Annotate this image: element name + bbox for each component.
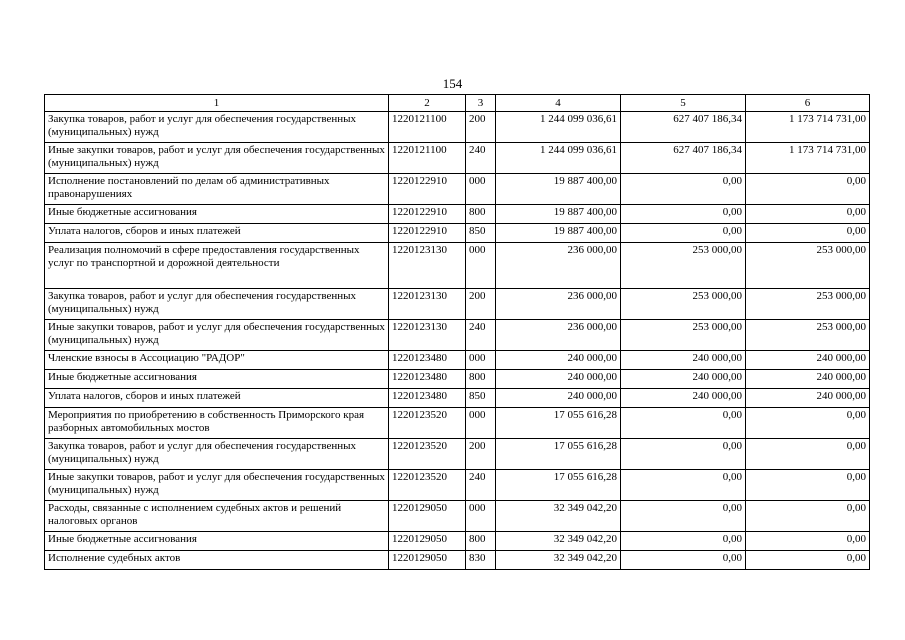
row-code: 1220123130 [389, 320, 466, 351]
row-value-col6: 0,00 [746, 174, 870, 205]
row-value-col6: 240 000,00 [746, 351, 870, 370]
row-code: 1220122910 [389, 174, 466, 205]
row-name: Членские взносы в Ассоциацию "РАДОР" [45, 351, 389, 370]
table-row [45, 143, 870, 174]
row-value-col6: 1 173 714 731,00 [746, 112, 870, 143]
row-name: Иные закупки товаров, работ и услуг для обеспечения государственных (муниципальных) нужд [45, 143, 389, 174]
row-value-col5: 253 000,00 [621, 320, 746, 351]
row-value-col6: 253 000,00 [746, 289, 870, 320]
table-row [45, 389, 870, 408]
row-name: Расходы, связанные с исполнением судебных актов и решений налоговых органов [45, 501, 389, 532]
table-row [45, 174, 870, 205]
row-value-col6: 0,00 [746, 439, 870, 470]
row-value-col6: 253 000,00 [746, 243, 870, 289]
row-value-col6: 240 000,00 [746, 389, 870, 408]
column-header: 2 [389, 95, 466, 112]
row-expense-type: 240 [466, 470, 496, 501]
row-value-col6: 0,00 [746, 205, 870, 224]
row-code: 1220123520 [389, 408, 466, 439]
budget-table [44, 94, 870, 570]
row-expense-type: 000 [466, 351, 496, 370]
row-value-col4: 240 000,00 [496, 351, 621, 370]
row-value-col4: 240 000,00 [496, 389, 621, 408]
row-expense-type: 850 [466, 224, 496, 243]
row-value-col4: 32 349 042,20 [496, 501, 621, 532]
row-value-col6: 0,00 [746, 470, 870, 501]
row-code: 1220123520 [389, 470, 466, 501]
table-row [45, 532, 870, 551]
row-name: Реализация полномочий в сфере предоставления государственных услуг по транспортной и дорожной деятельности [45, 243, 389, 289]
row-code: 1220123520 [389, 439, 466, 470]
row-code: 1220129050 [389, 551, 466, 570]
row-value-col6: 240 000,00 [746, 370, 870, 389]
row-name: Исполнение судебных актов [45, 551, 389, 570]
row-value-col4: 1 244 099 036,61 [496, 112, 621, 143]
row-name: Иные бюджетные ассигнования [45, 370, 389, 389]
row-value-col6: 0,00 [746, 532, 870, 551]
row-value-col4: 240 000,00 [496, 370, 621, 389]
row-value-col5: 0,00 [621, 224, 746, 243]
row-name: Уплата налогов, сборов и иных платежей [45, 224, 389, 243]
row-expense-type: 000 [466, 174, 496, 205]
row-expense-type: 000 [466, 408, 496, 439]
row-code: 1220122910 [389, 205, 466, 224]
row-code: 1220129050 [389, 532, 466, 551]
row-value-col5: 0,00 [621, 205, 746, 224]
row-value-col4: 236 000,00 [496, 289, 621, 320]
row-expense-type: 240 [466, 143, 496, 174]
column-header: 4 [496, 95, 621, 112]
row-value-col6: 1 173 714 731,00 [746, 143, 870, 174]
row-value-col5: 240 000,00 [621, 370, 746, 389]
row-expense-type: 200 [466, 439, 496, 470]
table-row [45, 439, 870, 470]
row-expense-type: 800 [466, 370, 496, 389]
row-expense-type: 000 [466, 501, 496, 532]
column-header: 1 [45, 95, 389, 112]
table-row [45, 224, 870, 243]
table-row [45, 289, 870, 320]
table-row [45, 370, 870, 389]
row-value-col6: 0,00 [746, 551, 870, 570]
row-name: Иные закупки товаров, работ и услуг для обеспечения государственных (муниципальных) нужд [45, 470, 389, 501]
row-code: 1220123480 [389, 351, 466, 370]
row-value-col4: 1 244 099 036,61 [496, 143, 621, 174]
row-expense-type: 000 [466, 243, 496, 289]
row-value-col5: 0,00 [621, 501, 746, 532]
table-row [45, 408, 870, 439]
row-value-col4: 19 887 400,00 [496, 174, 621, 205]
row-name: Закупка товаров, работ и услуг для обеспечения государственных (муниципальных) нужд [45, 112, 389, 143]
row-code: 1220121100 [389, 112, 466, 143]
row-value-col5: 627 407 186,34 [621, 112, 746, 143]
row-value-col5: 240 000,00 [621, 389, 746, 408]
row-value-col4: 17 055 616,28 [496, 439, 621, 470]
row-code: 1220123480 [389, 389, 466, 408]
row-value-col5: 253 000,00 [621, 243, 746, 289]
row-code: 1220123130 [389, 289, 466, 320]
row-expense-type: 830 [466, 551, 496, 570]
row-value-col4: 32 349 042,20 [496, 551, 621, 570]
row-expense-type: 850 [466, 389, 496, 408]
row-code: 1220121100 [389, 143, 466, 174]
row-value-col5: 240 000,00 [621, 351, 746, 370]
table-row [45, 351, 870, 370]
row-name: Уплата налогов, сборов и иных платежей [45, 389, 389, 408]
row-value-col5: 627 407 186,34 [621, 143, 746, 174]
row-value-col5: 0,00 [621, 439, 746, 470]
row-expense-type: 800 [466, 532, 496, 551]
column-header: 3 [466, 95, 496, 112]
table-row [45, 205, 870, 224]
row-expense-type: 200 [466, 289, 496, 320]
row-value-col4: 19 887 400,00 [496, 205, 621, 224]
row-name: Иные закупки товаров, работ и услуг для обеспечения государственных (муниципальных) нужд [45, 320, 389, 351]
column-number-row [45, 95, 870, 112]
row-value-col5: 0,00 [621, 532, 746, 551]
row-value-col6: 253 000,00 [746, 320, 870, 351]
row-code: 1220123130 [389, 243, 466, 289]
row-name: Закупка товаров, работ и услуг для обеспечения государственных (муниципальных) нужд [45, 289, 389, 320]
table-row [45, 243, 870, 289]
row-value-col5: 0,00 [621, 174, 746, 205]
row-expense-type: 200 [466, 112, 496, 143]
row-value-col4: 17 055 616,28 [496, 408, 621, 439]
row-value-col4: 236 000,00 [496, 243, 621, 289]
row-value-col4: 17 055 616,28 [496, 470, 621, 501]
row-value-col4: 236 000,00 [496, 320, 621, 351]
row-name: Закупка товаров, работ и услуг для обеспечения государственных (муниципальных) нужд [45, 439, 389, 470]
row-expense-type: 800 [466, 205, 496, 224]
row-value-col5: 0,00 [621, 408, 746, 439]
row-name: Иные бюджетные ассигнования [45, 205, 389, 224]
row-code: 1220123480 [389, 370, 466, 389]
row-value-col5: 0,00 [621, 551, 746, 570]
column-header: 5 [621, 95, 746, 112]
row-value-col6: 0,00 [746, 408, 870, 439]
row-expense-type: 240 [466, 320, 496, 351]
row-value-col5: 0,00 [621, 470, 746, 501]
row-value-col6: 0,00 [746, 224, 870, 243]
row-code: 1220122910 [389, 224, 466, 243]
row-value-col5: 253 000,00 [621, 289, 746, 320]
column-header: 6 [746, 95, 870, 112]
row-value-col4: 32 349 042,20 [496, 532, 621, 551]
table-row [45, 470, 870, 501]
row-value-col4: 19 887 400,00 [496, 224, 621, 243]
row-value-col6: 0,00 [746, 501, 870, 532]
page-number: 154 [442, 76, 463, 91]
row-code: 1220129050 [389, 501, 466, 532]
row-name: Исполнение постановлений по делам об административных правонарушениях [45, 174, 389, 205]
row-name: Мероприятия по приобретению в собственность Приморского края разборных автомобильных мостов [45, 408, 389, 439]
row-name: Иные бюджетные ассигнования [45, 532, 389, 551]
table-row [45, 112, 870, 143]
table-row [45, 501, 870, 532]
table-row [45, 320, 870, 351]
table-row [45, 551, 870, 570]
